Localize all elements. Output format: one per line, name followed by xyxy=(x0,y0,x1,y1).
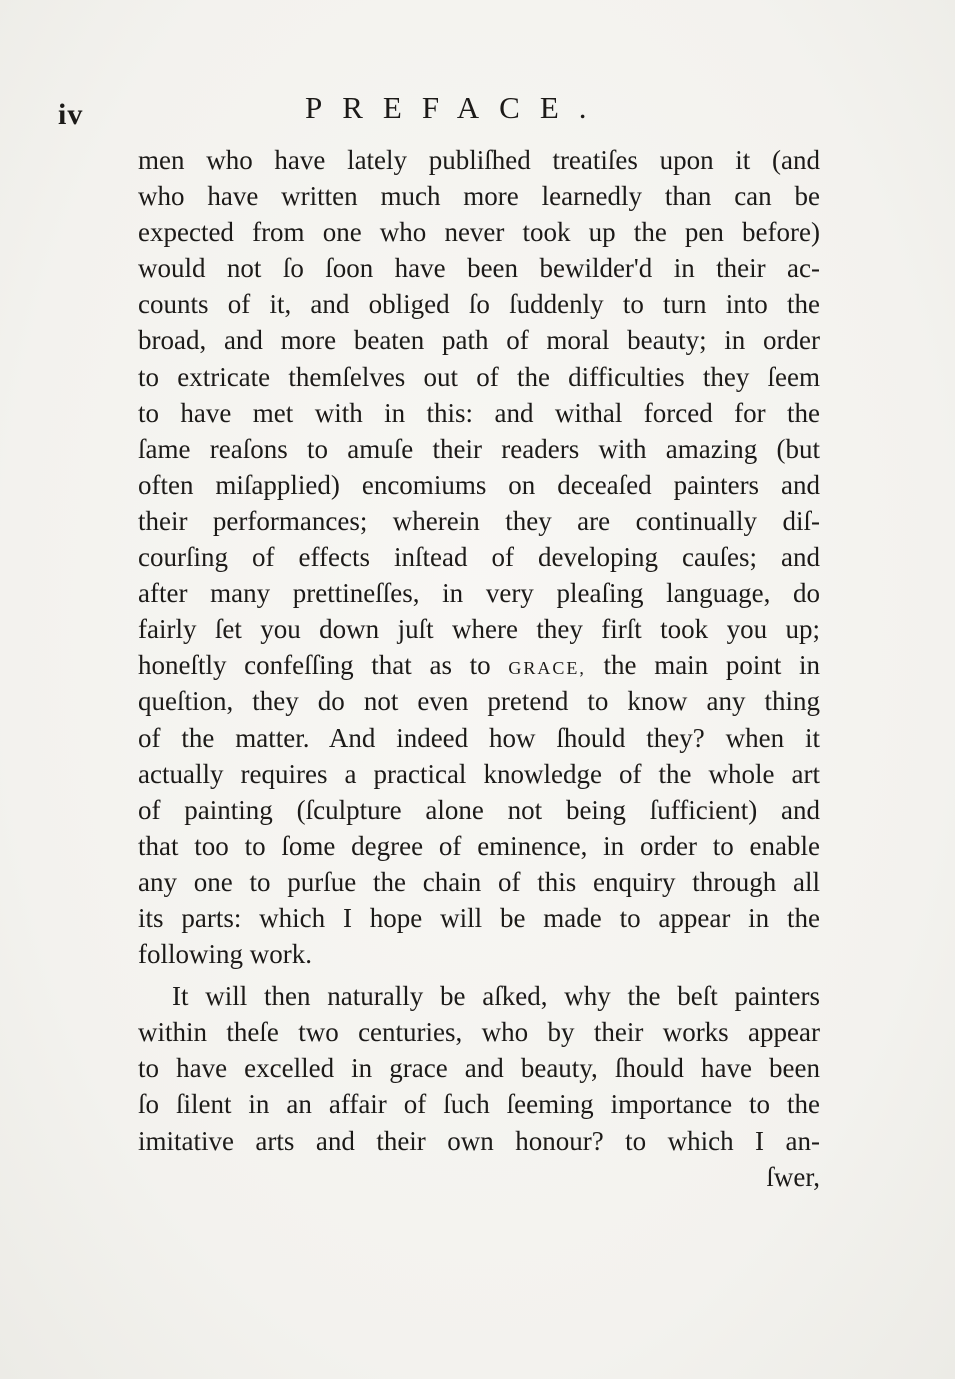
text-line: counts of it, and obliged ſo ſuddenly to turn into the xyxy=(138,289,820,320)
small-caps-grace: GRACE, xyxy=(508,658,586,679)
text-line: men who have lately publiſhed treatiſes upon it (and xyxy=(138,145,820,175)
text-line: queſtion, they do not even pretend to know any thing xyxy=(138,686,820,717)
text-line: courſing of effects inſtead of developing cauſes; and xyxy=(138,542,820,573)
text-line: to have met with in this: and withal forced for the xyxy=(138,397,820,428)
body-text xyxy=(138,142,820,1195)
text-line: fairly ſet you down juſt where they firſt took you up; xyxy=(138,614,820,645)
text-line: to extricate themſelves out of the difficulties they ſeem xyxy=(138,361,820,392)
text-line: to have excelled in grace and beauty, ſhould have been xyxy=(138,1053,820,1084)
text-line: of painting (ſculpture alone not being ſufficient) and xyxy=(138,794,820,825)
text-fragment: the main point in xyxy=(603,650,820,681)
page-number: iv xyxy=(58,98,84,131)
text-line: within theſe two centuries, who by their works appear xyxy=(138,1017,820,1048)
text-line: would not ſo ſoon have been bewilder'd in their ac- xyxy=(138,253,820,284)
text-line: of the matter. And indeed how ſhould they? when it xyxy=(138,722,820,753)
text-line: its parts: which I hope will be made to appear in the xyxy=(138,902,820,933)
text-line: ſame reaſons to amuſe their readers with amazing (but xyxy=(138,433,820,464)
text-line: who have written much more learnedly than can be xyxy=(138,181,820,212)
text-line-grace xyxy=(138,647,820,683)
text-line: that too to ſome degree of eminence, in order to enable xyxy=(138,830,820,861)
text-line: ſo ſilent in an affair of ſuch ſeeming importance to the xyxy=(138,1089,820,1120)
text-line: broad, and more beaten path of moral beauty; in order xyxy=(138,325,820,356)
text-fragment: honeſtly confeſſing that as to xyxy=(138,650,491,681)
text-line: their performances; wherein they are continually diſ- xyxy=(138,505,820,536)
text-line: following work. xyxy=(138,939,312,970)
text-line: actually requires a practical knowledge of the whole art xyxy=(138,758,820,789)
text-line: imitative arts and their own honour? to which I an- xyxy=(138,1125,820,1156)
text-line: expected from one who never took up the pen before) xyxy=(138,217,820,248)
running-head: PREFACE. xyxy=(305,90,607,125)
text-line: after many prettineſſes, in very pleaſing language, do xyxy=(138,578,820,609)
text-line: any one to purſue the chain of this enquiry through all xyxy=(138,866,820,897)
catchword: ſwer, xyxy=(766,1161,820,1192)
text-line: often miſapplied) encomiums on deceaſed painters and xyxy=(138,469,820,500)
text-line: It will then naturally be aſked, why the beſt painters xyxy=(172,981,820,1012)
